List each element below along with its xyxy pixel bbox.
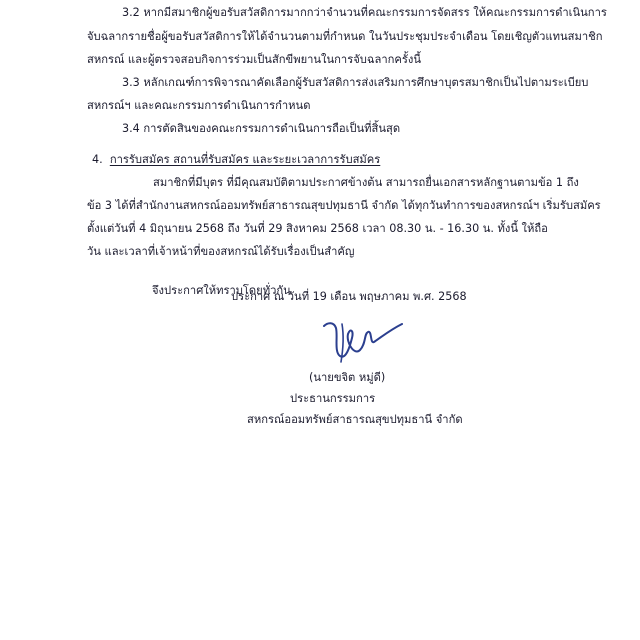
section-4-title: การรับสมัคร สถานที่รับสมัคร และระยะเวลาการรับสมัคร (109, 153, 381, 166)
clause-3-3-line-2: สหกรณ์ฯ และคณะกรรมการดำเนินการกำหนด (87, 99, 311, 112)
signatory-organization: สหกรณ์ออมทรัพย์สาธารณสุขปทุมธานี จำกัด (247, 413, 463, 426)
closing-statement: จึงประกาศให้ทราบโดยทั่วกัน (152, 284, 291, 297)
section-4-line-4: วัน และเวลาที่เจ้าหน้าที่ของสหกรณ์ได้รับเรื่องเป็นสำคัญ (87, 245, 355, 258)
section-4-line-1: สมาชิกที่มีบุตร ที่มีคุณสมบัติตามประกาศข้างต้น สามารถยื่นเอกสารหลักฐานตามข้อ 1 ถึง (153, 176, 579, 189)
signatory-position: ประธานกรรมการ (290, 392, 376, 405)
clause-3-3-line-1: 3.3 หลักเกณฑ์การพิจารณาคัดเลือกผู้รับสวัสดิการส่งเสริมการศึกษาบุตรสมาชิกเป็นไปตามระเบียบ (122, 76, 589, 89)
announcement-date: ประกาศ ณ วันที่ 19 เดือน พฤษภาคม พ.ศ. 2568 (231, 290, 467, 303)
signature-image (310, 316, 406, 372)
section-4-heading (92, 153, 380, 167)
clause-3-2-line-3: สหกรณ์ และผู้ตรวจสอบกิจการร่วมเป็นสักขีพยานในการจับฉลากครั้งนี้ (87, 53, 422, 66)
clause-3-2-line-1: 3.2 หากมีสมาชิกผู้ขอรับสวัสดิการมากกว่าจำนวนที่คณะกรรมการจัดสรร ให้คณะกรรมการดำเนินการ (122, 6, 607, 19)
section-4-line-3: ตั้งแต่วันที่ 4 มิถุนายน 2568 ถึง วันที่ 29 สิงหาคม 2568 เวลา 08.30 น. - 16.30 น. ทั้งนี้ ให้ถือ (87, 222, 548, 235)
clause-3-2-line-2: จับฉลากรายชื่อผู้ขอรับสวัสดิการให้ได้จำนวนตามที่กำหนด ในวันประชุมประจำเดือน โดยเชิญตัวแทนสมาชิก (87, 30, 603, 43)
signatory-name: (นายขจิต หมู่ดี) (309, 371, 386, 384)
section-4-line-2: ข้อ 3 ได้ที่สำนักงานสหกรณ์ออมทรัพย์สาธารณสุขปทุมธานี จำกัด ได้ทุกวันทำการของสหกรณ์ฯ เริ่มรับสมัคร (87, 199, 601, 212)
clause-3-4-line-1: 3.4 การตัดสินของคณะกรรมการดำเนินการถือเป็นที่สิ้นสุด (122, 122, 401, 135)
section-4-number: 4. (92, 153, 103, 166)
